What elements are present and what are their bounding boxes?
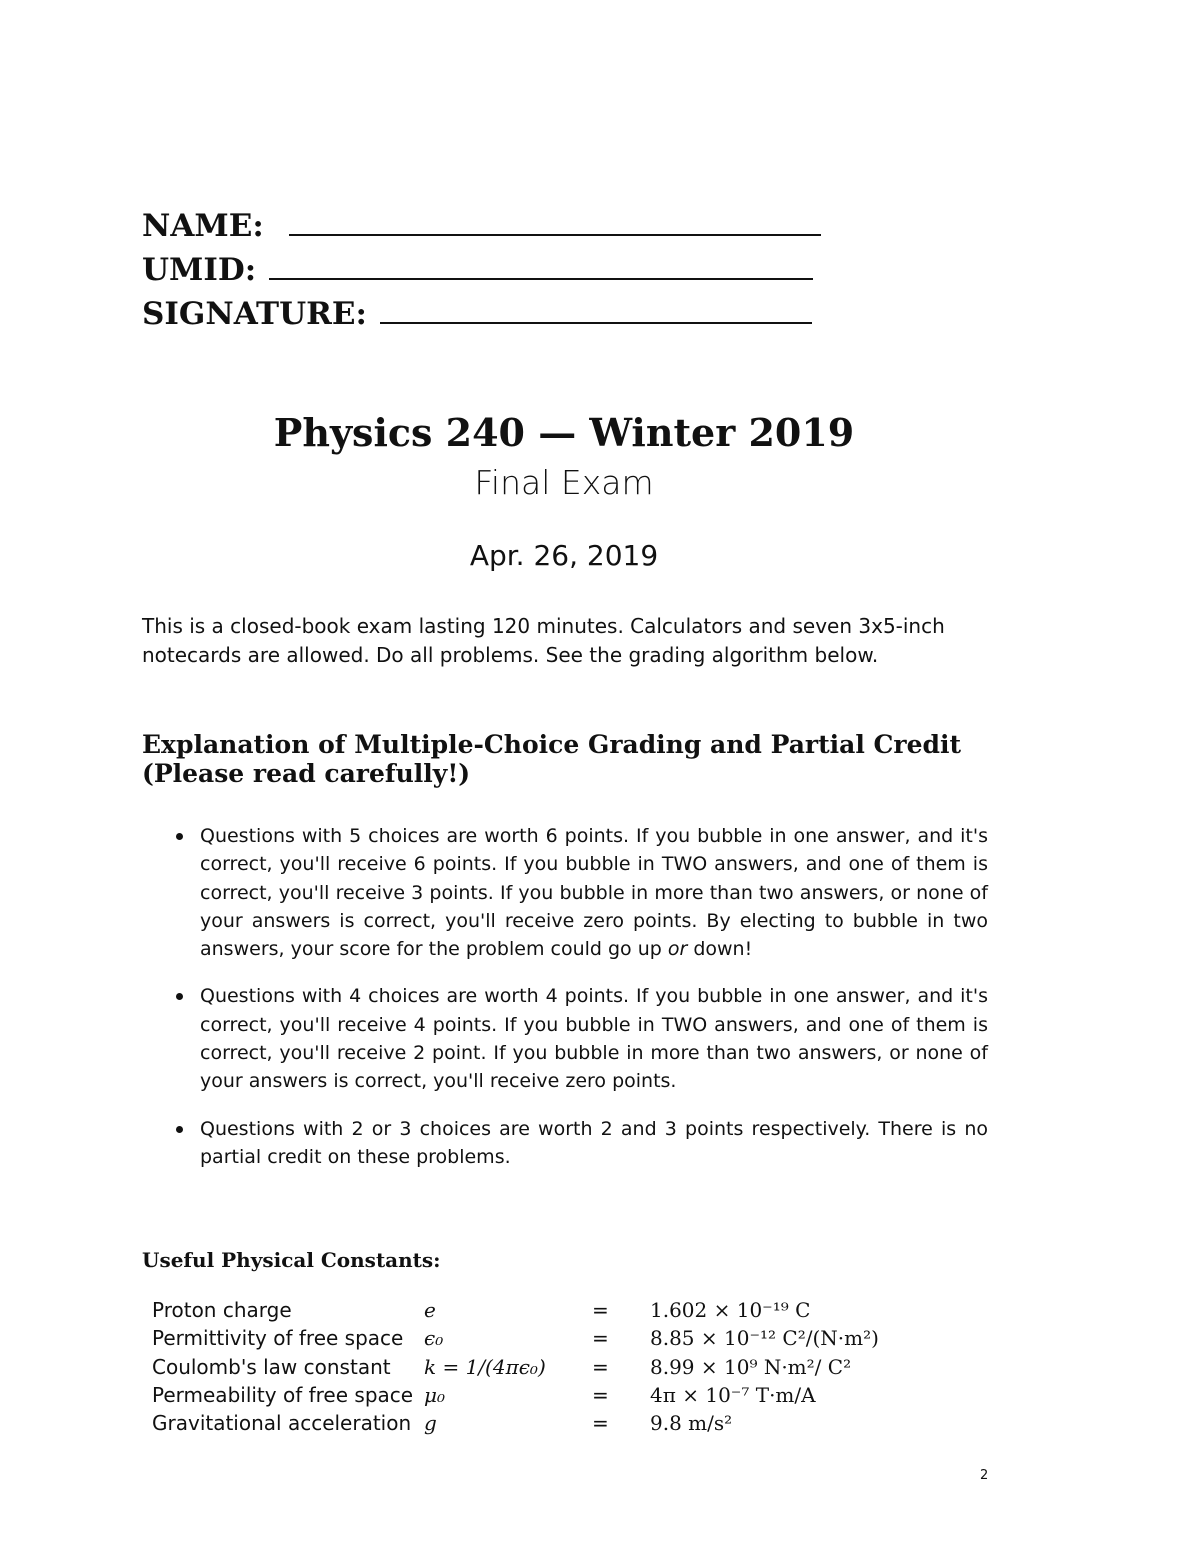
bullet-icon [176,833,183,840]
table-row [152,1324,879,1352]
constant-name: Permittivity of free space [152,1326,404,1351]
constant-symbol: μ₀ [424,1382,446,1407]
intro-paragraph: This is a closed-book exam lasting 120 minutes. Calculators and seven 3x5-inch notecards are allowed. Do all problems. See the grading algorithm below. [142,614,945,667]
name-field-row [142,206,821,246]
constant-name: Proton charge [152,1298,292,1322]
rule-text: Questions with 2 or 3 choices are worth 2 and 3 points respectively. There is no partial credit on these problems. [200,1117,988,1168]
constant-name: Coulomb's law constant [152,1354,391,1379]
rule-text-end: down! [687,938,753,961]
umid-field-row [142,250,813,290]
constant-value: 1.602 × 10⁻¹⁹ C [650,1298,811,1322]
rule-text: Questions with 4 choices are worth 4 points. If you bubble in one answer, and it's correct, you'll receive 4 points. If you bubble in TWO answers, and one of them is correct, you'll receive 2 point. If you bubble in more than two answers, or none of your answers is correct, you'll receive zero points. [200,985,988,1093]
signature-blank[interactable] [380,294,812,324]
equals-sign: = [592,1382,609,1407]
rule-emphasis: or [667,938,688,961]
table-row [152,1409,879,1437]
list-item [172,1115,988,1172]
constant-value: 4π × 10⁻⁷ T·m/A [650,1382,816,1407]
umid-blank[interactable] [269,250,813,280]
exam-title: Physics 240 — Winter 2019 [273,410,855,455]
constant-symbol: g [424,1411,437,1436]
grading-section-heading: Explanation of Multiple-Choice Grading and Partial Credit (Please read carefully!) [142,730,962,788]
exam-date: Apr. 26, 2019 [469,539,659,572]
constant-symbol: e [424,1298,436,1322]
umid-label: UMID: [142,252,257,288]
exam-subtitle: Final Exam [474,463,654,502]
equals-sign: = [592,1326,609,1351]
constant-value: 8.99 × 10⁹ N·m²/ C² [650,1354,852,1379]
equals-sign: = [592,1298,609,1322]
table-row [152,1296,879,1324]
constant-symbol: ϵ₀ [424,1326,444,1351]
rule-text: Questions with 5 choices are worth 6 points. If you bubble in one answer, and it's correct, you'll receive 6 points. If you bubble in TWO answers, and one of them is correct, you'll receive 3 points. If you bubble in more than two answers, or none of your answers is correct, you'll receive zero points. By electing to bubble in two answers, your score for the problem could go up [200,825,988,961]
constants-heading: Useful Physical Constants: [142,1248,441,1272]
table-row [152,1381,879,1409]
name-blank[interactable] [289,206,821,236]
signature-label: SIGNATURE: [142,296,367,332]
constant-value: 9.8 m/s² [650,1411,733,1436]
bullet-icon [176,993,183,1000]
list-item [172,982,988,1095]
table-row [152,1353,879,1381]
constant-symbol: k = 1/(4πϵ₀) [424,1354,546,1379]
signature-field-row [142,294,812,334]
equals-sign: = [592,1354,609,1379]
constants-table [152,1296,879,1437]
constant-value: 8.85 × 10⁻¹² C²/(N·m²) [650,1326,879,1351]
bullet-icon [176,1126,183,1133]
page-number: 2 [980,1468,989,1483]
grading-rules-list [172,822,988,1190]
constant-name: Gravitational acceleration [152,1411,412,1436]
constant-name: Permeability of free space [152,1382,414,1407]
list-item [172,822,988,963]
name-label: NAME: [142,208,264,244]
equals-sign: = [592,1411,609,1436]
